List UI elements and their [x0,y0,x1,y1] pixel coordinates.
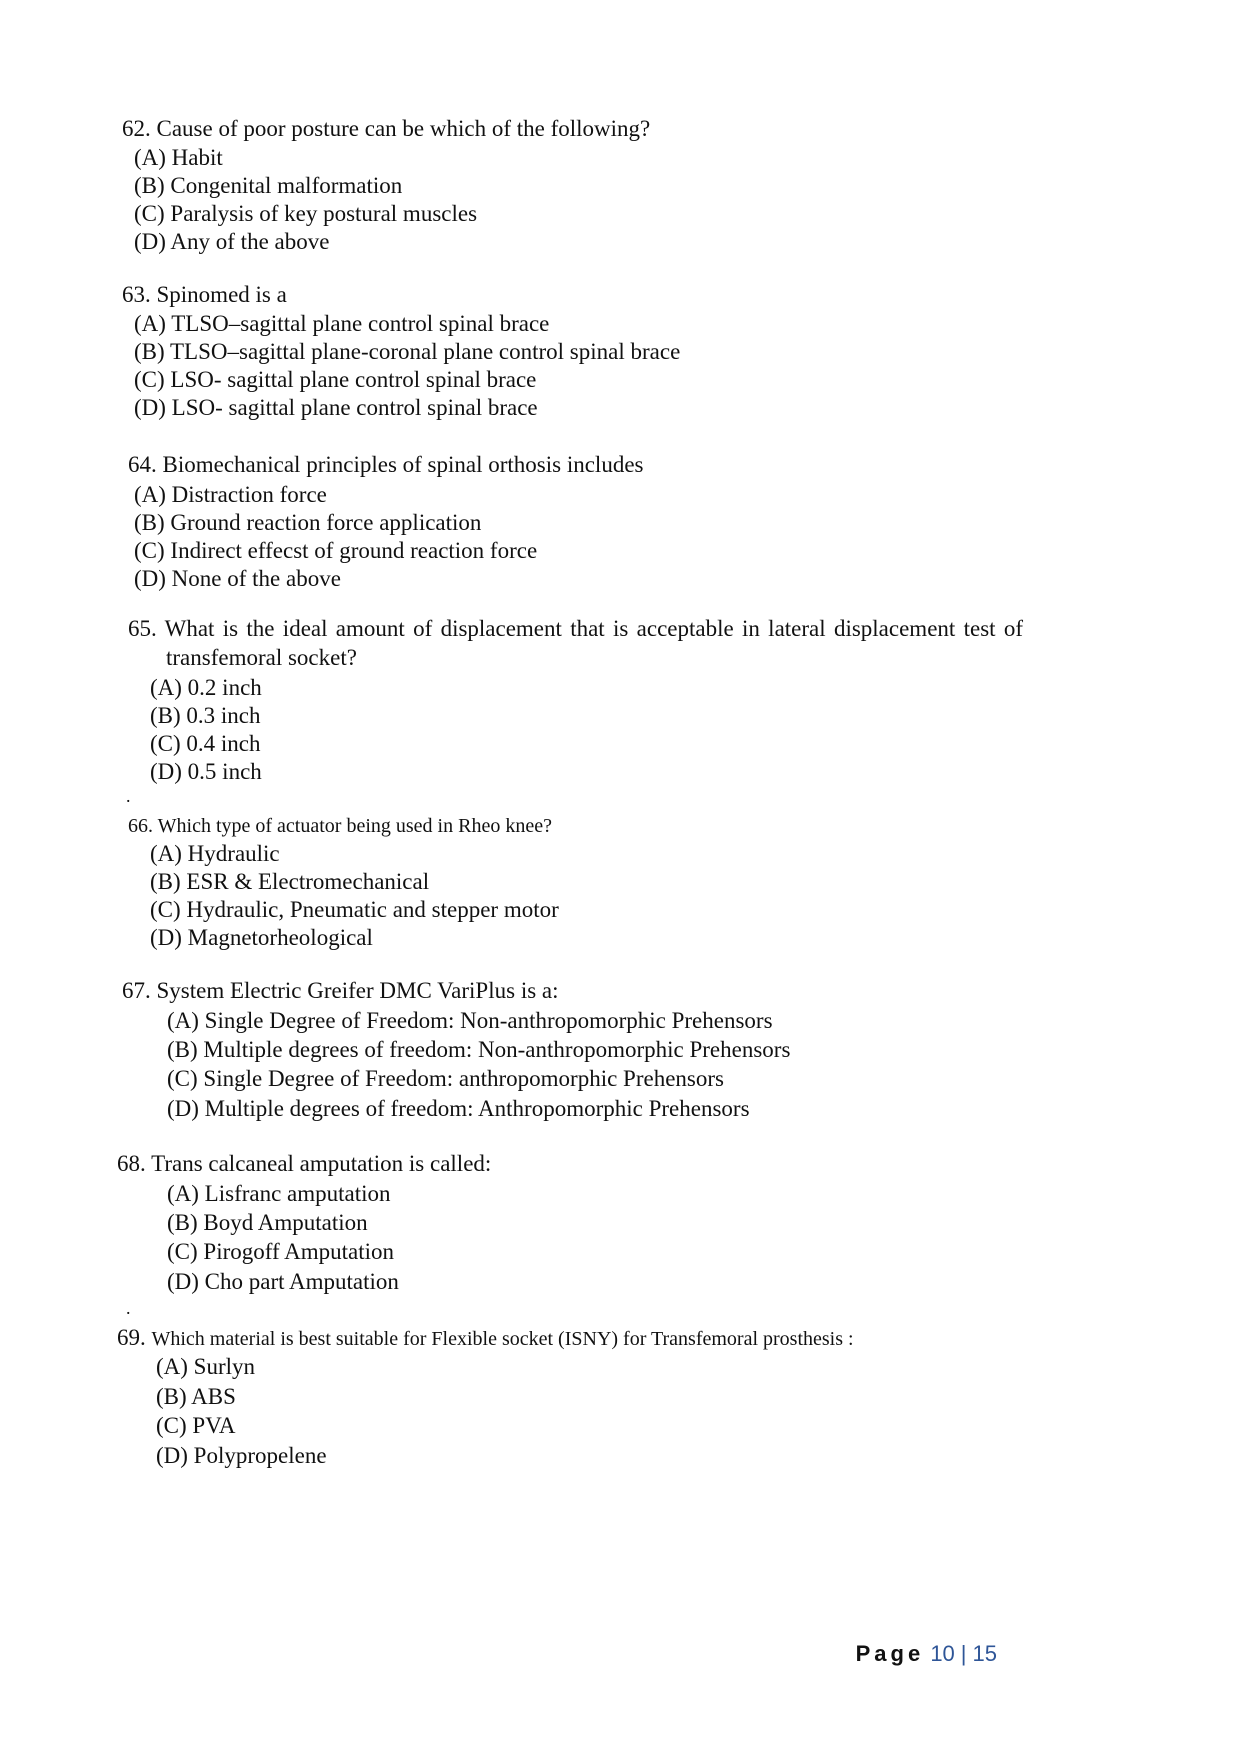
question-64-option-a: (A) Distraction force [134,482,327,507]
question-63-option-b: (B) TLSO–sagittal plane-coronal plane control spinal brace [134,339,681,364]
question-62-option-b: (B) Congenital malformation [134,173,403,198]
question-68-option-b: (B) Boyd Amputation [167,1210,368,1235]
page-label: Page [855,1641,925,1666]
question-67-option-d: (D) Multiple degrees of freedom: Anthropomorphic Prehensors [167,1096,750,1121]
question-63-option-d: (D) LSO- sagittal plane control spinal brace [134,395,538,420]
question-66-option-b: (B) ESR & Electromechanical [150,869,430,894]
question-62-option-a: (A) Habit [134,145,223,170]
question-69-number: 69. [117,1325,146,1350]
question-68-option-a: (A) Lisfranc amputation [167,1181,391,1206]
total-pages-number: 15 [972,1641,997,1666]
question-62-option-c: (C) Paralysis of key postural muscles [134,201,478,226]
question-65-stem-line2: transfemoral socket? [166,645,357,670]
question-68-option-c: (C) Pirogoff Amputation [167,1239,395,1264]
question-69-option-b: (B) ABS [156,1384,236,1409]
question-65-stem-line1: 65. What is the ideal amount of displacement that is acceptable in lateral displacement test of [128,616,1023,641]
separator-dot-2: . [126,1298,131,1318]
question-66-option-c: (C) Hydraulic, Pneumatic and stepper motor [150,897,559,922]
question-66-stem: 66. Which type of actuator being used in Rheo knee? [128,815,552,837]
question-65-option-b: (B) 0.3 inch [150,703,261,728]
question-66-option-d: (D) Magnetorheological [150,925,373,950]
question-68-stem: 68. Trans calcaneal amputation is called: [117,1151,492,1176]
question-67-option-c: (C) Single Degree of Freedom: anthropomorphic Prehensors [167,1066,724,1091]
question-67-stem: 67. System Electric Greifer DMC VariPlus is a: [122,978,559,1003]
question-62-option-d: (D) Any of the above [134,229,330,254]
question-69-option-d: (D) Polypropelene [156,1443,327,1468]
question-69-stem [117,1324,854,1353]
question-65-option-c: (C) 0.4 inch [150,731,261,756]
question-64-option-d: (D) None of the above [134,566,341,591]
question-68-option-d: (D) Cho part Amputation [167,1269,399,1294]
question-67-option-b: (B) Multiple degrees of freedom: Non-anthropomorphic Prehensors [167,1037,791,1062]
question-64-option-b: (B) Ground reaction force application [134,510,482,535]
question-65-option-d: (D) 0.5 inch [150,759,262,784]
question-63-stem: 63. Spinomed is a [122,282,287,307]
question-64-option-c: (C) Indirect effecst of ground reaction force [134,538,538,563]
current-page-number: 10 [930,1641,955,1666]
question-63-option-a: (A) TLSO–sagittal plane control spinal brace [134,311,550,336]
page-separator: | [960,1641,967,1666]
question-63-option-c: (C) LSO- sagittal plane control spinal brace [134,367,537,392]
question-66-option-a: (A) Hydraulic [150,841,280,866]
page-footer [856,1641,997,1667]
question-67-option-a: (A) Single Degree of Freedom: Non-anthropomorphic Prehensors [167,1008,773,1033]
question-65-option-a: (A) 0.2 inch [150,675,262,700]
question-69-text: Which material is best suitable for Flexible socket (ISNY) for Transfemoral prosthesis : [151,1328,854,1350]
question-69-option-a: (A) Surlyn [156,1354,256,1379]
question-62-stem: 62. Cause of poor posture can be which of the following? [122,116,651,141]
separator-dot-1: . [126,786,131,806]
question-64-stem: 64. Biomechanical principles of spinal orthosis includes [128,452,644,477]
question-69-option-c: (C) PVA [156,1413,236,1438]
